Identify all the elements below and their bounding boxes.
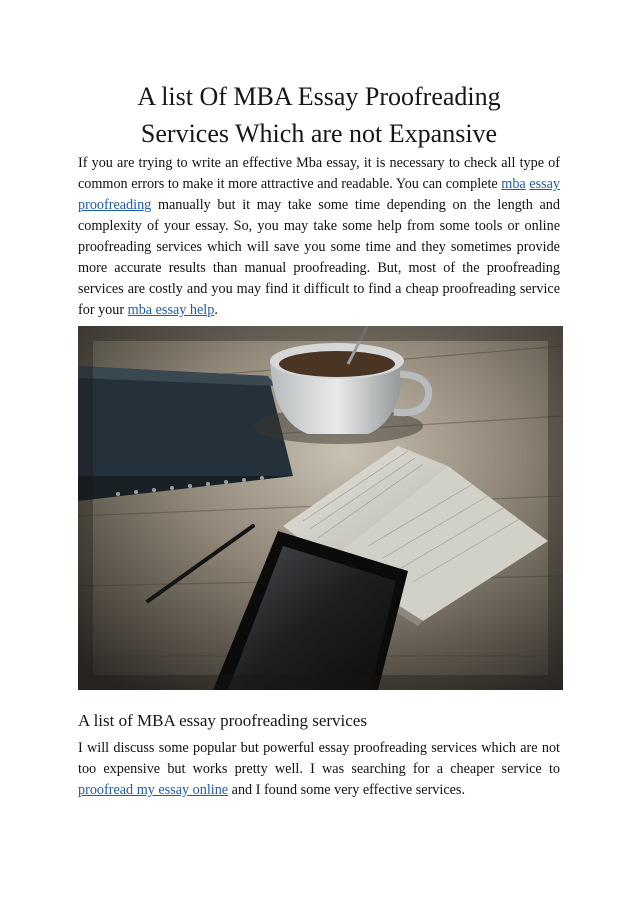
title-line-1: A list Of MBA Essay Proofreading <box>137 82 501 111</box>
link-essay[interactable]: essay <box>529 176 561 192</box>
intro-text-3: . <box>214 302 218 318</box>
intro-text-2: manually but it may take some time depending on the length and complexity of your essay. So, you may take some help from some tools or online proofreading services which will save you some time and they sometimes provide more accurate results than manual proofreading. But, most of the proofreading services are costly and you may find it difficult to find a cheap proofreading service for your <box>78 197 560 318</box>
intro-paragraph <box>78 153 560 321</box>
title-line-2: Services Which are not Expansive <box>140 119 498 148</box>
section-text-1: I will discuss some popular but powerful essay proofreading services which are not too expensive but works pretty well. I was searching for a cheaper service to <box>78 740 560 777</box>
link-mba-essay-help[interactable]: mba essay help <box>127 302 215 318</box>
section-heading: A list of MBA essay proofreading services <box>78 711 367 730</box>
section-paragraph <box>78 738 560 801</box>
desk-photo <box>78 326 563 690</box>
intro-text-1: If you are trying to write an effective Mba essay, it is necessary to check all type of common errors to make it more attractive and readable. You can complete <box>78 155 560 192</box>
link-mba[interactable]: mba <box>501 176 526 192</box>
section-text-2: and I found some very effective services. <box>228 782 466 798</box>
link-proofread-my-essay-online[interactable]: proofread my essay online <box>78 782 229 798</box>
link-proofreading[interactable]: proofreading <box>78 197 152 213</box>
photo-coffee-notebook-tablet-icon <box>78 326 563 690</box>
document-title <box>78 78 560 152</box>
